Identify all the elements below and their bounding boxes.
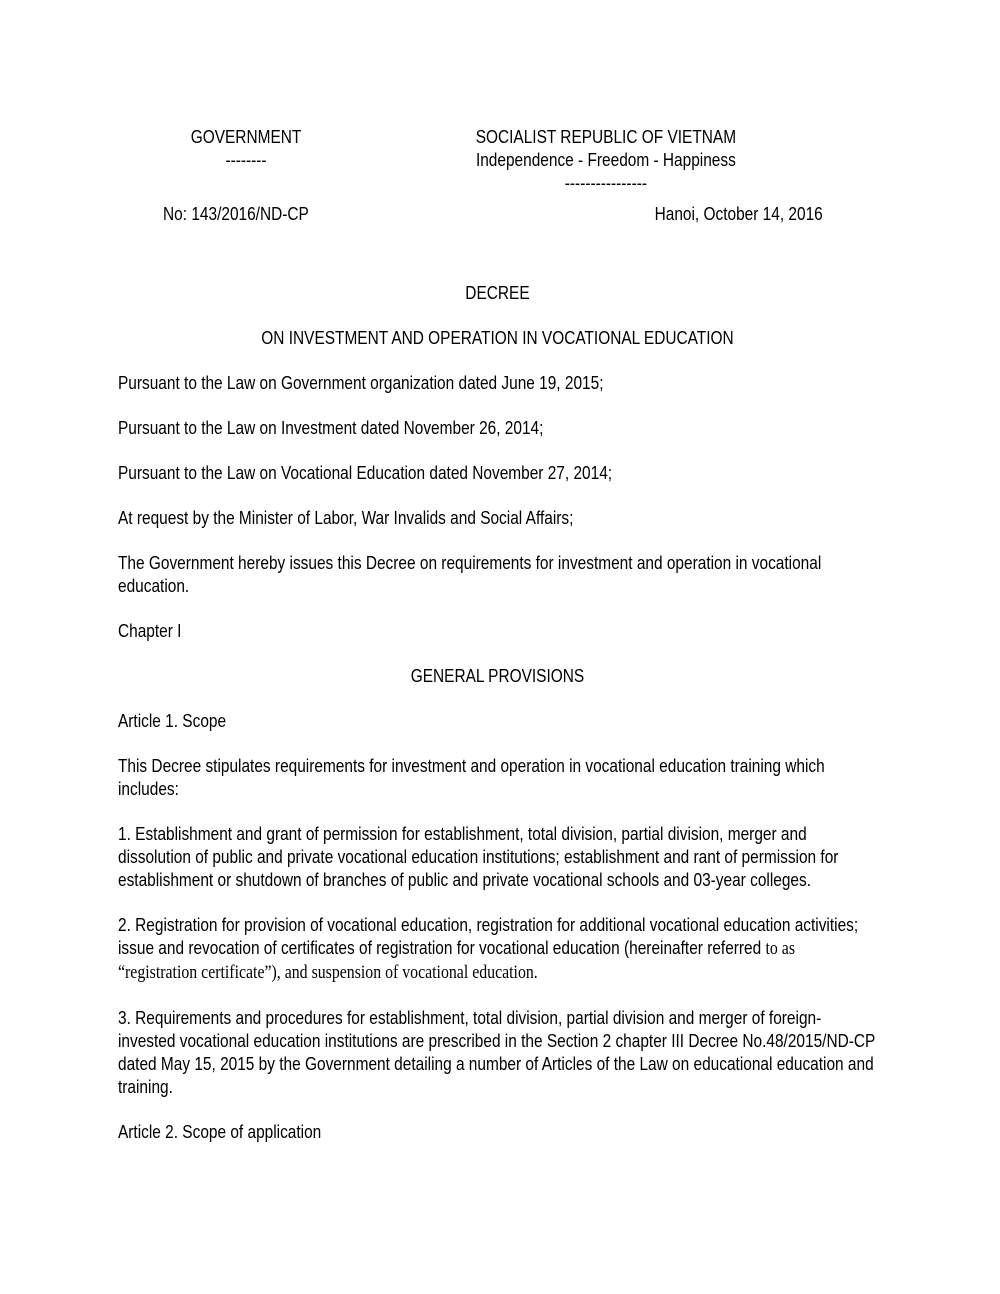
- article-1-heading: Article 1. Scope: [118, 710, 227, 731]
- preamble-paragraph-4: At request by the Minister of Labor, War Invalids and Social Affairs;: [118, 507, 574, 528]
- document-header: [118, 125, 877, 225]
- document-number: No: 143/2016/ND-CP: [163, 203, 309, 224]
- preamble-paragraph-2: Pursuant to the Law on Investment dated November 26, 2014;: [118, 417, 544, 438]
- article-1-clause-2: [118, 913, 877, 984]
- national-motto: Independence - Freedom - Happiness: [475, 149, 736, 170]
- issuing-authority-block: [118, 125, 374, 171]
- preamble-paragraph-1: Pursuant to the Law on Government organization dated June 19, 2015;: [118, 372, 604, 393]
- header-top-row: [118, 125, 877, 194]
- issuing-authority-divider: --------: [225, 149, 267, 170]
- chapter-title: GENERAL PROVISIONS: [410, 665, 585, 686]
- chapter-label: Chapter I: [118, 620, 182, 641]
- article-1-clause-3: 3. Requirements and procedures for establishment, total division, partial division and merger of foreign-invested vocational education institutions are prescribed in the Section 2 chapter III Decree No.48/2015/ND-CP dated May 15, 2015 by the Government detailing a number of Articles of the Law on educational education and training.: [118, 1007, 876, 1097]
- article-1-clause-2-sans-part: 2. Registration for provision of vocational education, registration for additional vocational education activities; issue and revocation of certificates of registration for vocational education (hereinafter referred: [118, 914, 859, 958]
- national-title-block: [374, 125, 838, 194]
- issuing-authority-title: GOVERNMENT: [190, 126, 302, 147]
- header-meta-row: [118, 202, 877, 225]
- motto-divider: ----------------: [564, 172, 647, 193]
- article-1-clause-1: 1. Establishment and grant of permission for establishment, total division, partial division, merger and dissolution of public and private vocational education institutions; establishment and rant of permission for establishment or shutdown of branches of public and private vocational schools and 03-year colleges.: [118, 823, 839, 890]
- republic-title: SOCIALIST REPUBLIC OF VIETNAM: [475, 126, 737, 147]
- document-title: DECREE: [465, 282, 530, 303]
- article-1-intro: This Decree stipulates requirements for investment and operation in vocational education training which includes:: [118, 755, 825, 799]
- preamble-paragraph-5: The Government hereby issues this Decree on requirements for investment and operation in vocational education.: [118, 552, 822, 596]
- document-subtitle: ON INVESTMENT AND OPERATION IN VOCATIONAL EDUCATION: [261, 327, 734, 348]
- document-content: [118, 125, 877, 1143]
- article-2-heading: Article 2. Scope of application: [118, 1121, 322, 1142]
- article-1-clause-2-serif-part: to as “registration certificate”), and suspension of vocational education.: [118, 938, 795, 983]
- preamble-paragraph-3: Pursuant to the Law on Vocational Education dated November 27, 2014;: [118, 462, 613, 483]
- place-and-date: Hanoi, October 14, 2016: [654, 203, 823, 224]
